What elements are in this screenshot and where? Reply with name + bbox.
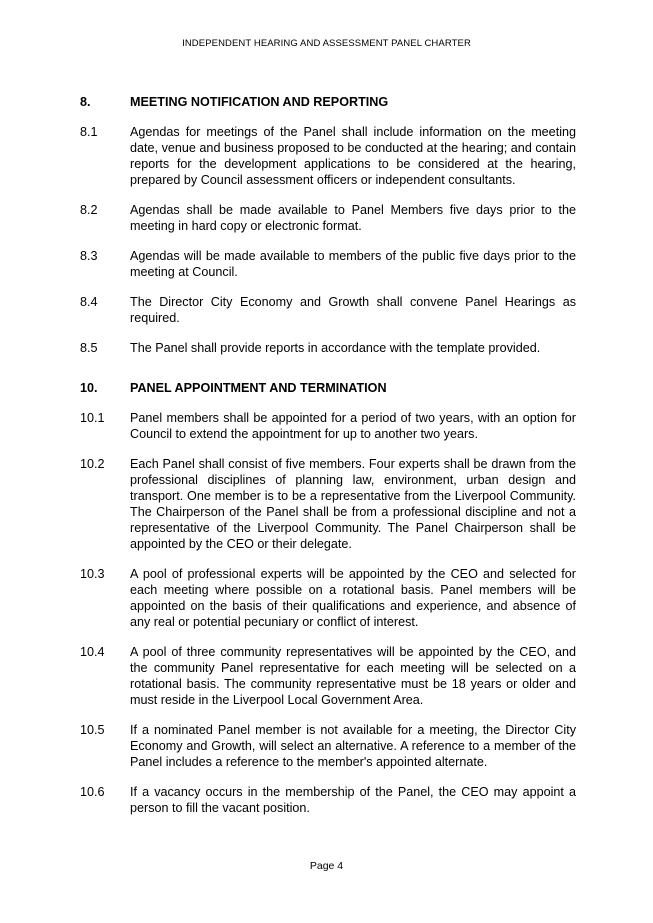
clause-text: If a vacancy occurs in the membership of the Panel, the CEO may appoint a person to fill the vacant position. [130, 785, 576, 815]
clause [80, 410, 576, 442]
clause [80, 566, 576, 630]
clause [80, 722, 576, 770]
section-number: 8. [80, 95, 91, 109]
clause [80, 456, 576, 552]
clause-text: Agendas will be made available to members of the public five days prior to the meeting at Council. [130, 249, 576, 279]
clause [80, 294, 576, 326]
clause-number: 10.2 [80, 457, 105, 471]
clause-number: 10.1 [80, 411, 105, 425]
clause [80, 248, 576, 280]
clause [80, 340, 576, 356]
clause-text: If a nominated Panel member is not available for a meeting, the Director City Economy and Growth, will select an alternative. A reference to a member of the Panel includes a reference to the member's appointed alternate. [130, 723, 576, 769]
clause-number: 10.3 [80, 567, 105, 581]
clause [80, 124, 576, 188]
clause-text: The Director City Economy and Growth shall convene Panel Hearings as required. [130, 295, 576, 325]
clause [80, 784, 576, 816]
clause-text: A pool of professional experts will be appointed by the CEO and selected for each meeting where possible on a rotational basis. Panel members will be appointed on the basis of their qualifications and experience, and absence of any real or potential pecuniary or conflict of interest. [130, 567, 576, 629]
clause-number: 8.1 [80, 125, 98, 139]
clause-number: 10.4 [80, 645, 105, 659]
section-heading [80, 380, 576, 396]
clause-number: 8.2 [80, 203, 98, 217]
clause-number: 10.5 [80, 723, 105, 737]
clause-number: 8.5 [80, 341, 98, 355]
clause-number: 8.3 [80, 249, 98, 263]
section-title: PANEL APPOINTMENT AND TERMINATION [130, 381, 387, 395]
page-header: INDEPENDENT HEARING AND ASSESSMENT PANEL CHARTER [182, 38, 471, 49]
document-body [80, 94, 576, 830]
section-title: MEETING NOTIFICATION AND REPORTING [130, 95, 389, 109]
clause-text: The Panel shall provide reports in accordance with the template provided. [130, 341, 541, 355]
section-heading [80, 94, 576, 110]
clause [80, 644, 576, 708]
clause-number: 10.6 [80, 785, 105, 799]
clause [80, 202, 576, 234]
clause-text: A pool of three community representatives will be appointed by the CEO, and the community Panel representative for each meeting will be selected on a rotational basis. The community representative must be 18 years or older and must reside in the Liverpool Local Government Area. [130, 645, 576, 707]
page-number: Page 4 [309, 860, 344, 872]
clause-number: 8.4 [80, 295, 98, 309]
clause-text: Panel members shall be appointed for a period of two years, with an option for Council to extend the appointment for up to another two years. [130, 411, 576, 441]
section-number: 10. [80, 381, 98, 395]
clause-text: Each Panel shall consist of five members. Four experts shall be drawn from the professional disciplines of planning law, environment, urban design and transport. One member is to be a representative from the Liverpool Community. The Chairperson of the Panel shall be from a professional discipline and not a representative of the Liverpool Community. The Panel Chairperson shall be appointed by the CEO or their delegate. [130, 457, 576, 551]
clause-text: Agendas for meetings of the Panel shall include information on the meeting date, venue and business proposed to be conducted at the hearing; and contain reports for the development applications to be considered at the hearing, prepared by Council assessment officers or independent consultants. [130, 125, 576, 187]
clause-text: Agendas shall be made available to Panel Members five days prior to the meeting in hard copy or electronic format. [130, 203, 576, 233]
